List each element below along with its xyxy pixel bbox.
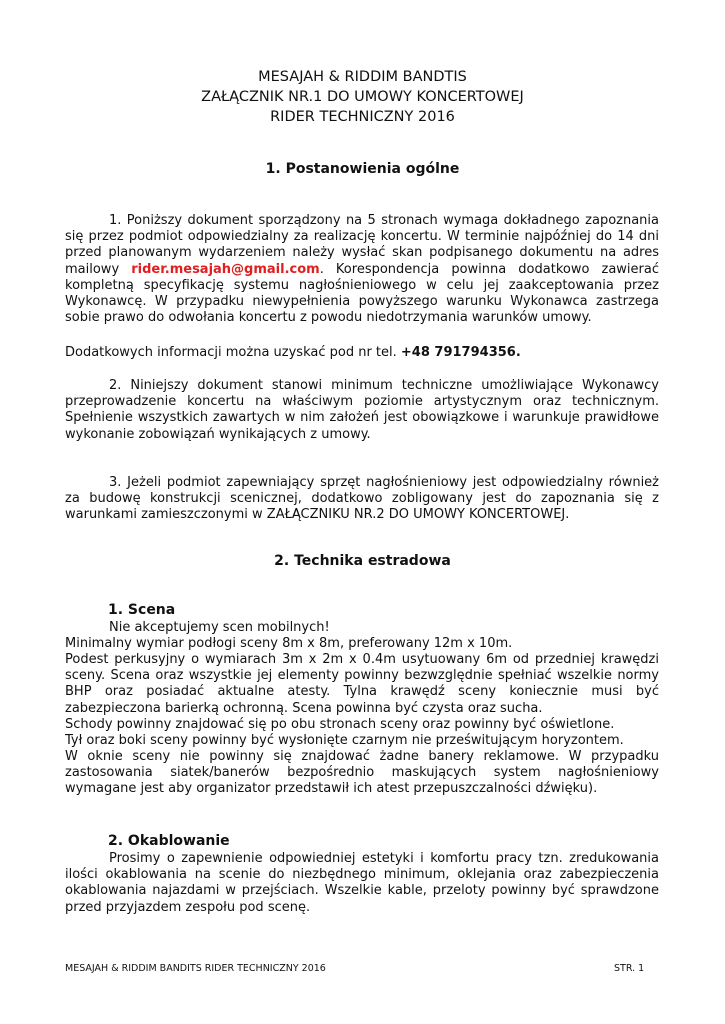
scena-line-1: Nie akceptujemy scen mobilnych! (109, 620, 330, 635)
subsection-okablowanie-heading: 2. Okablowanie (108, 833, 230, 849)
subsection-scena-heading: 1. Scena (108, 602, 176, 618)
section-2-heading: 2. Technika estradowa (274, 553, 451, 569)
scena-line-4: Schody powinny znajdować się po obu stronach sceny oraz powinny być oświetlone. (65, 717, 615, 732)
paragraph-1-text-2: . Korespondencja powinna dodatkowo zawierać kompletną specyfikację systemu nagłośnieniowego w celu jej zaakceptowania przez Wykonawcę. W przypadku niewypełnienia powyższego warunku Wykonawca zastrzega sobie prawo do odwołania koncertu z powodu niedotrzymania warunków umowy. (65, 261, 659, 326)
contact-email: rider.mesajah@gmail.com (131, 261, 320, 277)
section-1-phone-line (65, 345, 659, 361)
doc-title-line2: ZAŁĄCZNIK NR.1 DO UMOWY KONCERTOWEJ (201, 89, 524, 105)
footer-title: MESAJAH & RIDDIM BANDITS RIDER TECHNICZNY 2016 (65, 963, 326, 974)
section-1-paragraph-2: 2. Niniejszy dokument stanowi minimum techniczne umożliwiające Wykonawcy przeprowadzenie koncertu na właściwym poziomie artystycznym oraz technicznym. Spełnienie wszystkich zawartych w nim założeń jest obowiązkowe i warunkuje prawidłowe wykonanie zobowiązań wynikających z umowy. (65, 378, 659, 442)
doc-title-line3: RIDER TECHNICZNY 2016 (270, 109, 455, 125)
section-1-paragraph-3: 3. Jeżeli podmiot zapewniający sprzęt nagłośnieniowy jest odpowiedzialny również za budowę konstrukcji scenicznej, dodatkowo zobligowany jest do zapoznania się z warunkami zamieszczonymi w ZAŁĄCZNIKU NR.2 DO UMOWY KONCERTOWEJ. (65, 475, 659, 523)
scena-paragraph-3: Podest perkusyjny o wymiarach 3m x 2m x 0.4m usytuowany 6m od przedniej krawędzi sceny. Scena oraz wszystkie jej elementy powinny bezwzględnie spełniać wszelkie normy BHP oraz posiadać aktualne atesty. Tylna krawędź sceny koniecznie musi być zabezpieczona barierką ochronną. Scena powinna być czysta oraz sucha. (65, 652, 659, 716)
section-1-heading: 1. Postanowienia ogólne (265, 161, 460, 177)
phone-info-text: Dodatkowych informacji można uzyskać pod nr tel. (65, 345, 401, 360)
scena-line-5: Tył oraz boki sceny powinny być wysłonięte czarnym nie prześwitującym horyzontem. (65, 733, 624, 748)
okablowanie-paragraph: Prosimy o zapewnienie odpowiedniej estetyki i komfortu pracy tzn. zredukowania ilości okablowania na scenie do niezbędnego minimum, oklejania oraz zabezpieczenia okablowania najazdami w przejściach. Wszelkie kable, przeloty powinny być sprawdzone przed przyjazdem zespołu pod scenę. (65, 851, 659, 915)
paragraph-1-text: 1. Poniższy dokument sporządzony na 5 stronach wymaga dokładnego zapoznania się przez podmiot odpowiedzialny za realizację koncertu. W terminie najpóźniej do 14 dni przed planowanym wydarzeniem należy wysłać skan podpisanego dokumentu na adres mailowy (65, 213, 659, 277)
doc-title-line1: MESAJAH & RIDDIM BANDTIS (258, 69, 467, 85)
scena-paragraph-6: W oknie sceny nie powinny się znajdować żadne banery reklamowe. W przypadku zastosowania siatek/banerów bezpośrednio maskujących system nagłośnieniowy wymagane jest aby organizator przedstawił ich atest przepuszczalności dźwięku). (65, 749, 659, 797)
contact-phone: +48 791794356. (400, 345, 521, 360)
section-1-paragraph-1 (65, 213, 659, 326)
scena-line-2: Minimalny wymiar podłogi sceny 8m x 8m, preferowany 12m x 10m. (65, 636, 513, 651)
footer-page-number: STR. 1 (614, 963, 645, 974)
